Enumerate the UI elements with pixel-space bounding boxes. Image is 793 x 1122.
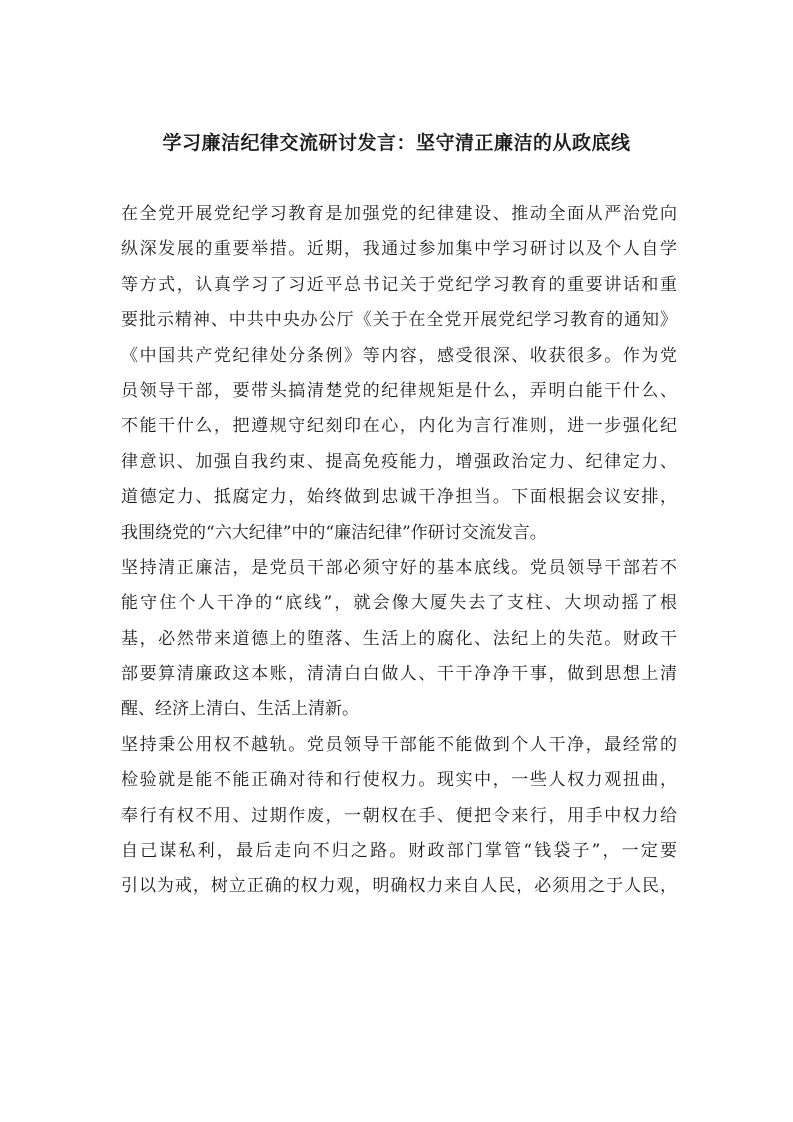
text-line: 引以为戒，树立正确的权力观，明确权力来自人民，必须用之于人民， bbox=[121, 876, 677, 897]
text-line: 检验就是能不能正确对待和行使权力。现实中，一些人权力观扭曲， bbox=[121, 770, 677, 791]
paragraph-1 bbox=[121, 197, 677, 551]
text-line: 员领导干部，要带头搞清楚党的纪律规矩是什么，弄明白能干什么、 bbox=[121, 380, 677, 401]
text-line: 醒、经济上清白、生活上清新。 bbox=[121, 699, 359, 720]
text-line: 要批示精神、中共中央办公厅《关于在全党开展党纪学习教育的通知》 bbox=[121, 310, 677, 331]
text-line: 坚持清正廉洁，是党员干部必须守好的基本底线。党员领导干部若不 bbox=[121, 557, 677, 578]
text-line: 纵深发展的重要举措。近期，我通过参加集中学习研讨以及个人自学 bbox=[121, 239, 677, 260]
text-line: 等方式，认真学习了习近平总书记关于党纪学习教育的重要讲话和重 bbox=[121, 274, 677, 295]
text-line: 《中国共产党纪律处分条例》等内容，感受很深、收获很多。作为党 bbox=[121, 345, 677, 366]
text-line: 奉行有权不用、过期作废，一朝权在手、便把令来行，用手中权力给 bbox=[121, 805, 677, 826]
text-line: 道德定力、抵腐定力，始终做到忠诚干净担当。下面根据会议安排， bbox=[121, 487, 677, 508]
document-body bbox=[121, 197, 677, 905]
text-line: 自己谋私利，最后走向不归之路。财政部门掌管“钱袋子”，一定要 bbox=[121, 841, 677, 862]
text-line: 我围绕党的“六大纪律”中的“廉洁纪律”作研讨交流发言。 bbox=[121, 522, 547, 543]
text-line: 在全党开展党纪学习教育是加强党的纪律建设、推动全面从严治党向 bbox=[121, 204, 677, 224]
text-line: 部要算清廉政这本账，清清白白做人、干干净净干事，做到思想上清 bbox=[121, 664, 677, 685]
paragraph-3 bbox=[121, 728, 677, 905]
text-line: 律意识、加强自我约束、提高免疫能力，增强政治定力、纪律定力、 bbox=[121, 451, 677, 472]
text-line: 不能干什么，把遵规守纪刻印在心，内化为言行准则，进一步强化纪 bbox=[121, 416, 677, 437]
text-line: 坚持秉公用权不越轨。党员领导干部能不能做到个人干净，最经常的 bbox=[121, 734, 677, 755]
paragraph-2 bbox=[121, 551, 677, 728]
text-line: 能守住个人干净的“底线”，就会像大厦失去了支柱、大坝动摇了根 bbox=[121, 593, 677, 614]
text-line: 基，必然带来道德上的堕落、生活上的腐化、法纪上的失范。财政干 bbox=[121, 628, 677, 649]
document-title: 学习廉洁纪律交流研讨发言：坚守清正廉洁的从政底线 bbox=[162, 132, 631, 154]
